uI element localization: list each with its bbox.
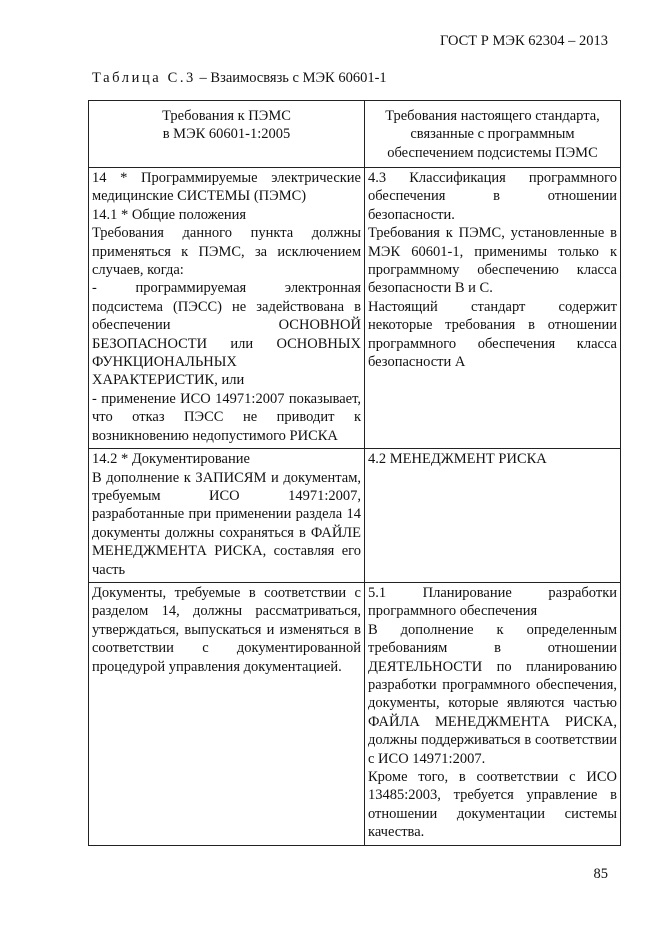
column-header-standard: Требования настоящего стандарта, связанные с программным обеспечением подсистемы ПЭМС	[365, 101, 621, 168]
standard-designation: ГОСТ Р МЭК 62304 – 2013	[439, 33, 608, 49]
row-3-left-cell: Документы, требуемые в соответствии с разделом 14, должны рассматриваться, утверждаться, выпускаться и изменяться в соответствии с документированной процедурой управления документацией.	[89, 582, 365, 845]
table-caption	[92, 70, 387, 87]
table-caption-title: – Взаимосвязь с МЭК 60601-1	[195, 70, 387, 86]
table-row	[89, 582, 621, 845]
row-2-right-cell: 4.2 МЕНЕДЖМЕНТ РИСКА	[365, 449, 621, 583]
row-1-left-cell: 14 * Программируемые электрические медицинские СИСТЕМЫ (ПЭМС) 14.1 * Общие положения Требования данного пункта должны применяться к ПЭМС, за исключением случаев, когда: - программируемая электронная подсистема (ПЭСС) не задействована в обеспечении ОСНОВНОЙ БЕЗОПАСНОСТИ или ОСНОВНЫХ ФУНКЦИОНАЛЬНЫХ ХАРАКТЕРИСТИК, или - применение ИСО 14971:2007 показывает, что отказ ПЭСС не приводит к возникновению недопустимого РИСКА	[89, 168, 365, 449]
table-row	[89, 168, 621, 449]
row-3-right-cell: 5.1 Планирование разработки программного обеспечения В дополнение к определенным требованиям в отношении ДЕЯТЕЛЬНОСТИ по планированию разработки программного обеспечения, документы, которые являются частью ФАЙЛА МЕНЕДЖМЕНТА РИСКА, должны поддерживаться в соответствии с ИСО 14971:2007. Кроме того, в соответствии с ИСО 13485:2003, требуется управление в отношении документации системы качества.	[365, 582, 621, 845]
page-number: 85	[593, 866, 608, 882]
column-header-pems: Требования к ПЭМС в МЭК 60601-1:2005	[89, 101, 365, 168]
row-2-left-cell: 14.2 * Документирование В дополнение к ЗАПИСЯМ и документам, требуемым ИСО 14971:2007, разработанные при применении раздела 14 документы должны сохраняться в ФАЙЛЕ МЕНЕДЖМЕНТА РИСКА, составляя его часть	[89, 449, 365, 583]
table-caption-label: Таблица С.3	[92, 70, 196, 86]
table-row	[89, 449, 621, 583]
requirements-table	[88, 100, 621, 846]
table-header-row	[89, 101, 621, 168]
row-1-right-cell: 4.3 Классификация программного обеспечения в отношении безопасности. Требования к ПЭМС, установленные в МЭК 60601-1, применимы только к программному обеспечению класса безопасности B и C. Настоящий стандарт содержит некоторые требования в отношении программного обеспечения класса безопасности A	[365, 168, 621, 449]
